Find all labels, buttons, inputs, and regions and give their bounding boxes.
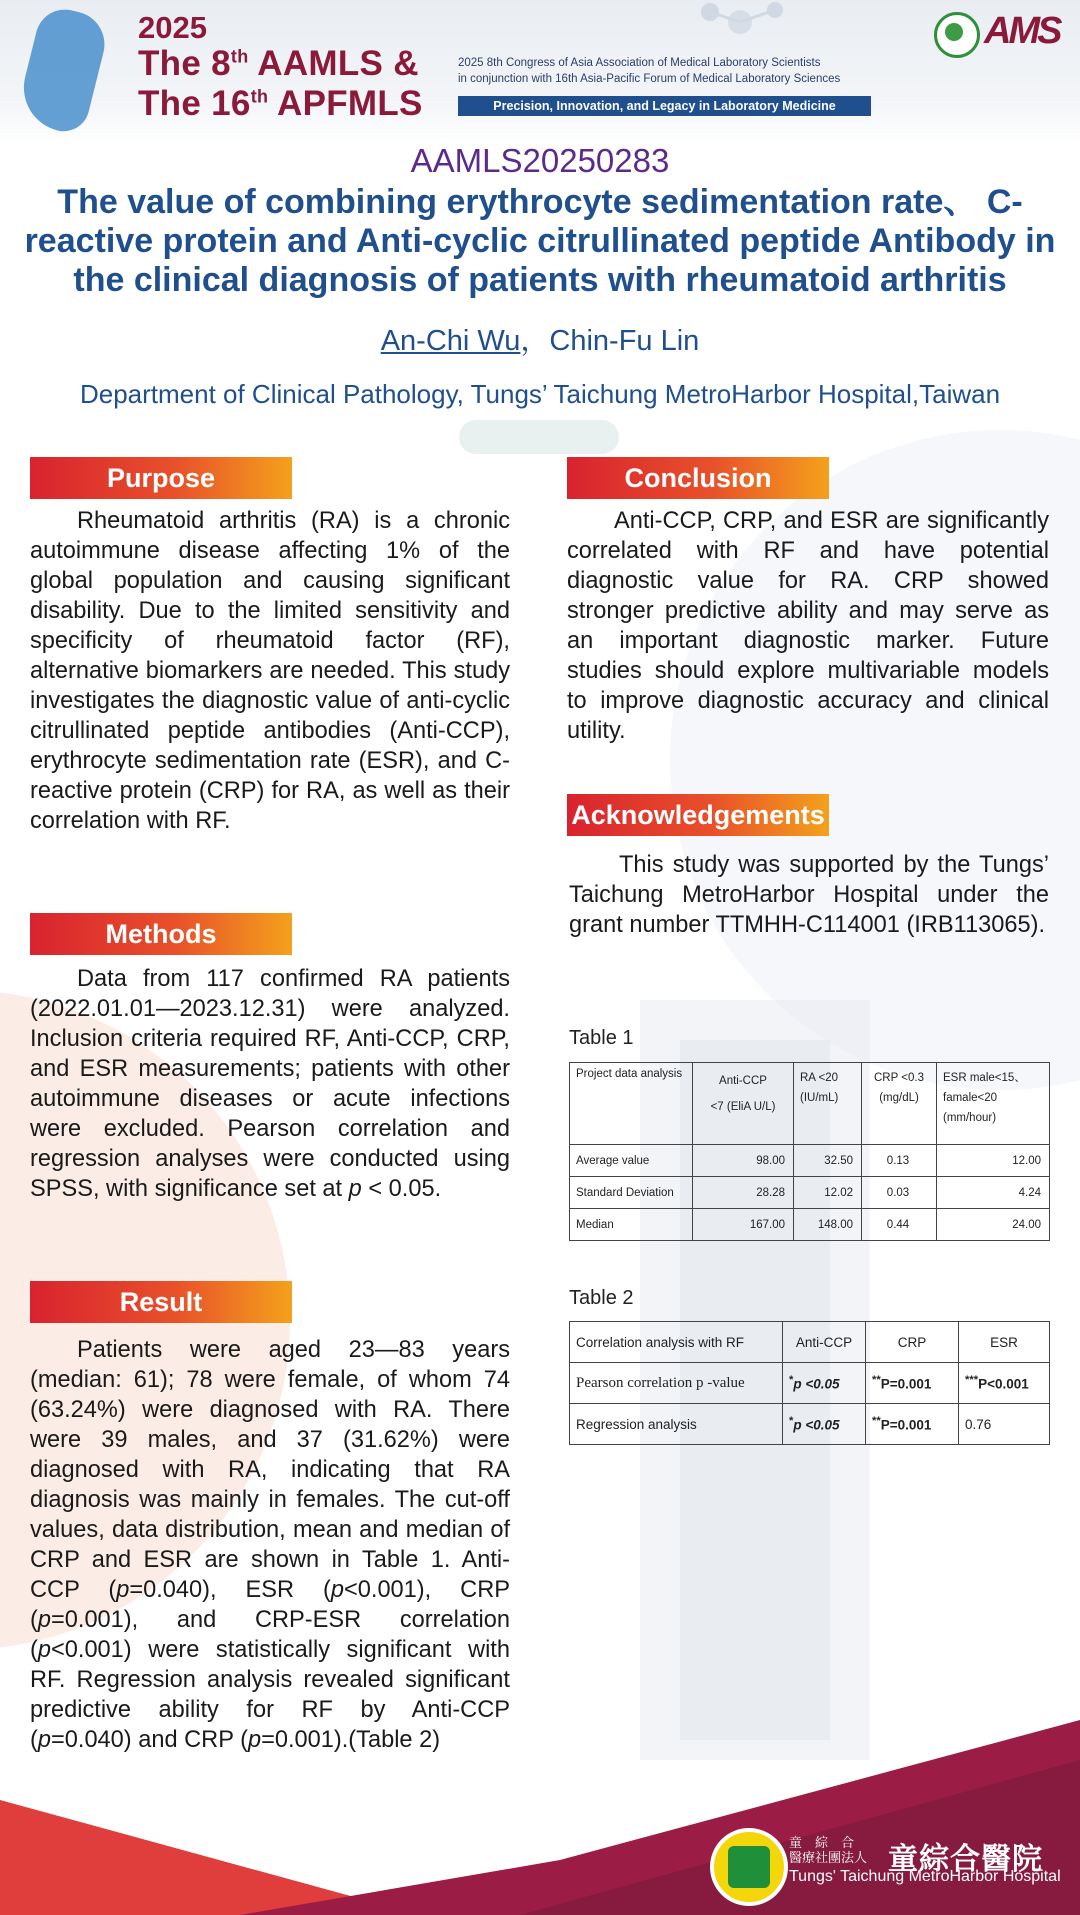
affiliation: Department of Clinical Pathology, Tungs’ Taichung MetroHarbor Hospital,Taiwan xyxy=(79,379,1001,409)
table-cell: Anti-CCP xyxy=(783,1322,866,1363)
table-cell: Average value xyxy=(570,1145,693,1177)
poster-title: The value of combining erythrocyte sedimentation rate、 C-reactive protein and Anti-cyclic citrullinated peptide Antibody in the clinical diagnosis of patients with rheumatoid arthritis xyxy=(24,183,1056,299)
conference-line-1: The 8th AAMLS & xyxy=(138,44,419,83)
taiwan-map-icon xyxy=(15,3,112,136)
table-cell: CRP <0.3 (mg/dL) xyxy=(862,1063,937,1145)
table-cell: RA <20 (IU/mL) xyxy=(794,1063,862,1145)
author-second: Chin-Fu Lin xyxy=(549,325,700,357)
table-cell: *p <0.05 xyxy=(783,1404,866,1445)
table-row xyxy=(570,1322,1050,1363)
table-cell: *p <0.05 xyxy=(783,1363,866,1404)
conference-header xyxy=(0,0,1080,145)
table-cell: Correlation analysis with RF xyxy=(570,1322,783,1363)
table-cell: 4.24 xyxy=(937,1177,1050,1209)
seal-logo-icon xyxy=(934,12,980,58)
conference-year: 2025 xyxy=(138,10,207,45)
table-row xyxy=(570,1209,1050,1241)
conclusion-text: Anti-CCP, CRP, and ESR are significantly correlated with RF and have potential diagnostic value for RA. CRP showed stronger predictive ability and may serve as an important diagnostic marker. Future studies should explore multivariable models to improve diagnostic accuracy and clinical utility. xyxy=(567,508,1049,744)
acknowledgements-heading: Acknowledgements xyxy=(567,794,829,836)
table-cell: 12.00 xyxy=(937,1145,1050,1177)
table-cell: 28.28 xyxy=(693,1177,794,1209)
table1-label: Table 1 xyxy=(569,1027,634,1049)
result-heading: Result xyxy=(30,1281,292,1323)
hospital-logo-icon xyxy=(710,1828,788,1906)
table-row xyxy=(570,1363,1050,1404)
table-cell: 0.03 xyxy=(862,1177,937,1209)
table-cell: 24.00 xyxy=(937,1209,1050,1241)
authors: An-Chi Wu，Chin-Fu Lin xyxy=(380,325,700,357)
purpose-text: Rheumatoid arthritis (RA) is a chronic autoimmune disease affecting 1% of the global population and causing significant disability. Due to the limited sensitivity and specificity of rheumatoid factor (RF), alternative biomarkers are needed. This study investigates the diagnostic value of anti-cyclic citrullinated peptide antibodies (Anti-CCP), erythrocyte sedimentation rate (ESR), and C-reactive protein (CRP) for RA, as well as their correlation with RF. xyxy=(30,508,510,834)
table-cell: CRP xyxy=(866,1322,959,1363)
table-cell: 0.13 xyxy=(862,1145,937,1177)
table-cell: Anti-CCP <7 (EliA U/L) xyxy=(693,1063,794,1145)
table-cell: 148.00 xyxy=(794,1209,862,1241)
table-row xyxy=(570,1177,1050,1209)
conference-line-2: The 16th APFMLS xyxy=(138,84,423,123)
table-cell: Standard Deviation xyxy=(570,1177,693,1209)
table-cell: ESR male<15、 famale<20 (mm/hour) xyxy=(937,1063,1050,1145)
acknowledgements-text: This study was supported by the Tungs’ Taichung MetroHarbor Hospital under the grant number TTMHH-C114001 (IRB113065). xyxy=(569,852,1049,938)
result-text: Patients were aged 23—83 years (median: 61); 78 were female, of whom 74 (63.24%) were diagnosed with RA. There were 39 males, and 37 (31.62%) were diagnosed with RA, indicating that RA diagnosis was mainly in females. The cut-off values, data distribution, mean and median of CRP and ESR are shown in Table 1. Anti-CCP (p=0.040), ESR (p<0.001), CRP (p=0.001), and CRP-ESR correlation (p<0.001) were statistically significant with RF. Regression analysis revealed significant predictive ability for RF by Anti-CCP (p=0.040) and CRP (p=0.001).(Table 2) xyxy=(30,1337,510,1753)
conclusion-heading: Conclusion xyxy=(567,457,829,499)
table-cell: Pearson correlation p -value xyxy=(570,1363,783,1404)
abstract-id: AAMLS20250283 xyxy=(410,142,670,179)
table-row xyxy=(570,1063,1050,1145)
table-cell: ESR xyxy=(959,1322,1050,1363)
methods-heading: Methods xyxy=(30,913,292,955)
hospital-name-zh: 童綜合醫院 xyxy=(888,1843,1043,1876)
table-cell: 98.00 xyxy=(693,1145,794,1177)
table-cell: ***P<0.001 xyxy=(959,1363,1050,1404)
table2-label: Table 2 xyxy=(569,1287,634,1309)
table-row xyxy=(570,1145,1050,1177)
purpose-heading: Purpose xyxy=(30,457,292,499)
table-cell: Median xyxy=(570,1209,693,1241)
table-cell: 167.00 xyxy=(693,1209,794,1241)
conference-subtitle: 2025 8th Congress of Asia Association of Medical Laboratory Scientists in conjunction with 16th Asia-Pacific Forum of Medical Laboratory Sciences xyxy=(458,57,841,85)
table-cell: 0.44 xyxy=(862,1209,937,1241)
table-cell: Regression analysis xyxy=(570,1404,783,1445)
ams-logo: AMS xyxy=(984,10,1060,52)
table1 xyxy=(569,1062,1050,1241)
table-cell: 12.02 xyxy=(794,1177,862,1209)
table-cell: **P=0.001 xyxy=(866,1363,959,1404)
hospital-name-en: Tungs' Taichung MetroHarbor Hospital xyxy=(789,1868,1061,1885)
hospital-type-label: 童 綜 合 醫療社團法人 xyxy=(789,1835,868,1865)
table-row xyxy=(570,1404,1050,1445)
table-cell: 0.76 xyxy=(959,1404,1050,1445)
conference-banner: Precision, Innovation, and Legacy in Laboratory Medicine xyxy=(458,96,871,116)
table-cell: Project data analysis xyxy=(570,1063,693,1145)
table2 xyxy=(569,1321,1050,1445)
methods-text: Data from 117 confirmed RA patients (2022.01.01—2023.12.31) were analyzed. Inclusion criteria required RF, Anti-CCP, CRP, and ESR measurements; patients with other autoimmune diseases or acute infections were excluded. Pearson correlation and regression analyses were conducted using SPSS, with significance set at p < 0.05. xyxy=(30,966,510,1202)
table-cell: **P=0.001 xyxy=(866,1404,959,1445)
author-first: An-Chi Wu xyxy=(380,325,521,357)
table-cell: 32.50 xyxy=(794,1145,862,1177)
